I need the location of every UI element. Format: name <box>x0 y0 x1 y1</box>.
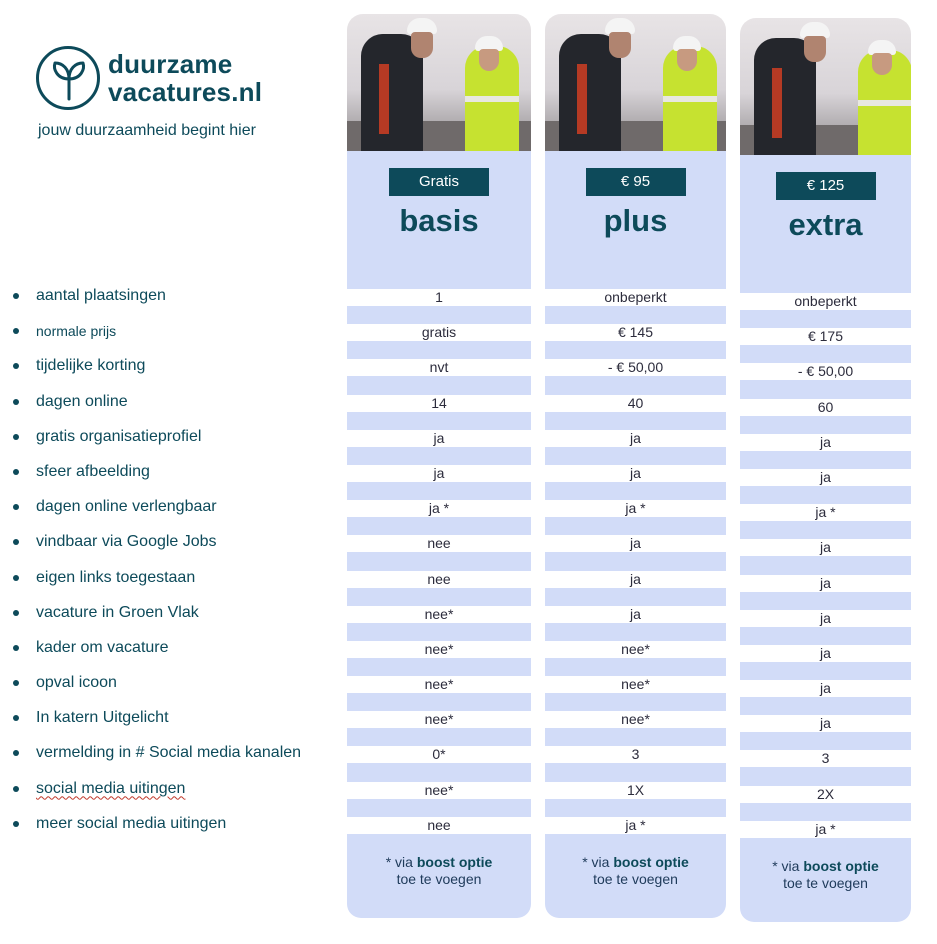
plan-row <box>740 363 911 398</box>
plan-value: nee* <box>347 782 531 799</box>
plan-row <box>347 465 531 500</box>
feature-item <box>8 599 348 634</box>
plan-row <box>740 575 911 610</box>
plan-row <box>347 430 531 465</box>
plan-row <box>347 606 531 641</box>
plan-value: ja <box>740 680 911 697</box>
plan-row <box>347 711 531 746</box>
plan-row <box>545 641 726 676</box>
row-stripe <box>347 482 531 500</box>
plan-row <box>347 395 531 430</box>
plan-value: ja <box>740 575 911 592</box>
bullet-icon <box>13 539 19 545</box>
plan-row <box>740 469 911 504</box>
row-stripe <box>347 376 531 394</box>
row-stripe <box>740 380 911 398</box>
plan-row <box>740 539 911 574</box>
plan-name: basis <box>399 203 479 238</box>
row-stripe <box>347 447 531 465</box>
bullet-icon <box>13 504 19 510</box>
plan-value: - € 50,00 <box>740 363 911 380</box>
plan-value: 1 <box>347 289 531 306</box>
feature-label: eigen links toegestaan <box>36 568 196 586</box>
plan-value: ja <box>740 645 911 662</box>
footnote-prefix: * via <box>582 854 614 870</box>
bullet-icon <box>13 434 19 440</box>
feature-label: dagen online verlengbaar <box>36 498 217 516</box>
plan-name: extra <box>788 207 863 242</box>
row-stripe <box>545 763 726 781</box>
plan-row <box>545 746 726 781</box>
row-stripe <box>545 341 726 359</box>
brand-name <box>108 50 262 106</box>
feature-label: gratis organisatieprofiel <box>36 427 202 445</box>
plan-row <box>740 399 911 434</box>
row-stripe <box>347 693 531 711</box>
bullet-icon <box>13 328 19 334</box>
feature-label: vermelding in # Social media kanalen <box>36 744 302 762</box>
feature-item <box>8 282 348 317</box>
plan-row <box>545 500 726 535</box>
row-stripe <box>740 451 911 469</box>
price-badge: Gratis <box>389 168 489 196</box>
plan-row <box>347 641 531 676</box>
row-stripe <box>347 588 531 606</box>
feature-item <box>8 423 348 458</box>
row-stripe <box>347 341 531 359</box>
feature-item <box>8 388 348 423</box>
plan-row <box>740 610 911 645</box>
plan-header <box>347 151 531 289</box>
feature-item <box>8 458 348 493</box>
plan-value: nee* <box>347 606 531 623</box>
bullet-icon <box>13 645 19 651</box>
row-stripe <box>545 517 726 535</box>
brand-logo <box>36 46 336 146</box>
price-badge: € 125 <box>776 172 876 200</box>
plan-row <box>545 606 726 641</box>
plan-row <box>545 359 726 394</box>
plan-row <box>545 676 726 711</box>
plan-value: ja * <box>740 821 911 838</box>
plan-row <box>545 535 726 570</box>
feature-item <box>8 775 348 810</box>
plan-value: ja * <box>740 504 911 521</box>
plan-value: ja <box>545 606 726 623</box>
plan-value: onbeperkt <box>740 293 911 310</box>
row-stripe <box>740 803 911 821</box>
bullet-icon <box>13 399 19 405</box>
plan-value: nee <box>347 817 531 834</box>
plan-row <box>740 786 911 821</box>
feature-label: meer social media uitingen <box>36 814 227 832</box>
row-stripe <box>740 697 911 715</box>
price-badge: € 95 <box>586 168 686 196</box>
footnote-bold: boost optie <box>416 854 493 870</box>
plan-footnote <box>545 842 726 918</box>
row-stripe <box>347 799 531 817</box>
plan-header <box>740 155 911 293</box>
feature-label: social media uitingen <box>36 779 186 797</box>
plan-value: 2X <box>740 786 911 803</box>
plan-column-basis <box>347 14 531 926</box>
footnote-prefix: * via <box>385 854 417 870</box>
row-stripe <box>545 306 726 324</box>
plan-value: ja * <box>545 817 726 834</box>
plan-rows <box>545 289 726 852</box>
plan-value: ja <box>740 715 911 732</box>
footnote-line2: toe te voegen <box>396 871 482 887</box>
bullet-icon <box>13 750 19 756</box>
plan-row <box>347 359 531 394</box>
plan-row <box>347 500 531 535</box>
plan-row <box>347 535 531 570</box>
plan-value: ja <box>740 434 911 451</box>
plan-value: ja <box>545 430 726 447</box>
plan-row <box>740 680 911 715</box>
bullet-icon <box>13 363 19 369</box>
plan-value: nee* <box>545 711 726 728</box>
feature-label: normale prijs <box>36 323 117 340</box>
plan-row <box>347 324 531 359</box>
feature-label: opval icoon <box>36 674 117 692</box>
plan-value: 3 <box>545 746 726 763</box>
row-stripe <box>347 306 531 324</box>
plan-row <box>347 571 531 606</box>
plan-value: nee <box>347 535 531 552</box>
feature-item <box>8 810 348 845</box>
plan-row <box>740 328 911 363</box>
plan-footnote <box>347 842 531 918</box>
sprout-icon <box>36 46 100 110</box>
feature-item <box>8 739 348 774</box>
plan-row <box>740 504 911 539</box>
plan-value: 0* <box>347 746 531 763</box>
plan-row <box>347 289 531 324</box>
row-stripe <box>347 728 531 746</box>
plan-row <box>347 782 531 817</box>
plan-value: ja <box>545 465 726 482</box>
plan-value: 60 <box>740 399 911 416</box>
feature-label: vindbaar via Google Jobs <box>36 533 217 551</box>
plan-value: nee* <box>347 641 531 658</box>
row-stripe <box>740 521 911 539</box>
row-stripe <box>740 732 911 750</box>
plan-photo <box>545 14 726 151</box>
row-stripe <box>740 592 911 610</box>
row-stripe <box>545 588 726 606</box>
plan-value: nee* <box>347 676 531 693</box>
plan-value: ja <box>740 539 911 556</box>
row-stripe <box>347 658 531 676</box>
bullet-icon <box>13 469 19 475</box>
row-stripe <box>545 482 726 500</box>
plan-value: - € 50,00 <box>545 359 726 376</box>
row-stripe <box>740 662 911 680</box>
row-stripe <box>347 763 531 781</box>
row-stripe <box>740 416 911 434</box>
row-stripe <box>740 556 911 574</box>
bullet-icon <box>13 293 19 299</box>
feature-list <box>8 282 348 845</box>
plan-value: nee* <box>347 711 531 728</box>
row-stripe <box>347 517 531 535</box>
feature-label: vacature in Groen Vlak <box>36 603 199 621</box>
plan-row <box>545 571 726 606</box>
plan-row <box>545 289 726 324</box>
footnote-line2: toe te voegen <box>593 871 678 887</box>
feature-label: In katern Uitgelicht <box>36 709 169 727</box>
plan-row <box>545 782 726 817</box>
brand-name-line2: vacatures.nl <box>108 77 263 107</box>
row-stripe <box>545 412 726 430</box>
plan-row <box>740 715 911 750</box>
plan-row <box>545 324 726 359</box>
plan-header <box>545 151 726 289</box>
brand-tagline: jouw duurzaamheid begint hier <box>38 122 256 139</box>
plan-value: 1X <box>545 782 726 799</box>
plan-value: nee* <box>545 676 726 693</box>
plan-row <box>545 430 726 465</box>
bullet-icon <box>13 821 19 827</box>
row-stripe <box>740 627 911 645</box>
bullet-icon <box>13 715 19 721</box>
plan-value: nvt <box>347 359 531 376</box>
plan-name: plus <box>603 203 668 238</box>
row-stripe <box>545 799 726 817</box>
plan-row <box>740 434 911 469</box>
plan-value: ja * <box>347 500 531 517</box>
feature-label: sfeer afbeelding <box>36 462 150 480</box>
feature-label: dagen online <box>36 392 128 410</box>
bullet-icon <box>13 575 19 581</box>
plan-value: ja <box>347 465 531 482</box>
plan-row <box>740 645 911 680</box>
row-stripe <box>545 623 726 641</box>
plan-row <box>545 711 726 746</box>
feature-label: tijdelijke korting <box>36 357 146 375</box>
row-stripe <box>545 728 726 746</box>
plan-column-plus <box>545 14 726 926</box>
row-stripe <box>740 345 911 363</box>
plan-row <box>347 746 531 781</box>
row-stripe <box>545 693 726 711</box>
footnote-bold: boost optie <box>803 858 879 874</box>
plan-row <box>545 395 726 430</box>
row-stripe <box>740 486 911 504</box>
plan-value: 40 <box>545 395 726 412</box>
feature-item <box>8 352 348 387</box>
brand-name-line1: duurzame <box>108 49 233 79</box>
feature-label: kader om vacature <box>36 638 169 656</box>
plan-value: onbeperkt <box>545 289 726 306</box>
feature-item <box>8 493 348 528</box>
feature-item <box>8 669 348 704</box>
bullet-icon <box>13 610 19 616</box>
plan-row <box>545 465 726 500</box>
row-stripe <box>545 447 726 465</box>
plan-value: ja <box>545 571 726 588</box>
row-stripe <box>347 552 531 570</box>
plan-value: € 175 <box>740 328 911 345</box>
row-stripe <box>740 767 911 785</box>
plan-column-extra <box>740 18 911 930</box>
bullet-icon <box>13 680 19 686</box>
plan-value: nee* <box>545 641 726 658</box>
plan-row <box>740 293 911 328</box>
plan-value: 3 <box>740 750 911 767</box>
footnote-bold: boost optie <box>613 854 689 870</box>
plan-rows <box>740 293 911 856</box>
plan-photo <box>740 18 911 155</box>
row-stripe <box>347 412 531 430</box>
plan-value: € 145 <box>545 324 726 341</box>
plan-value: 14 <box>347 395 531 412</box>
feature-item <box>8 564 348 599</box>
plan-photo <box>347 14 531 151</box>
row-stripe <box>545 552 726 570</box>
plan-rows <box>347 289 531 852</box>
plan-value: gratis <box>347 324 531 341</box>
plan-row <box>740 750 911 785</box>
plan-value: nee <box>347 571 531 588</box>
feature-item <box>8 704 348 739</box>
row-stripe <box>347 623 531 641</box>
plan-value: ja <box>347 430 531 447</box>
plan-row <box>347 676 531 711</box>
bullet-icon <box>13 786 19 792</box>
plan-value: ja <box>740 610 911 627</box>
row-stripe <box>545 376 726 394</box>
footnote-line2: toe te voegen <box>783 875 868 891</box>
feature-item <box>8 317 348 352</box>
plan-footnote <box>740 846 911 922</box>
plan-value: ja <box>545 535 726 552</box>
footnote-prefix: * via <box>772 858 804 874</box>
plan-value: ja <box>740 469 911 486</box>
plan-value: ja * <box>545 500 726 517</box>
row-stripe <box>740 310 911 328</box>
row-stripe <box>545 658 726 676</box>
feature-item <box>8 528 348 563</box>
feature-item <box>8 634 348 669</box>
feature-label: aantal plaatsingen <box>36 287 166 304</box>
